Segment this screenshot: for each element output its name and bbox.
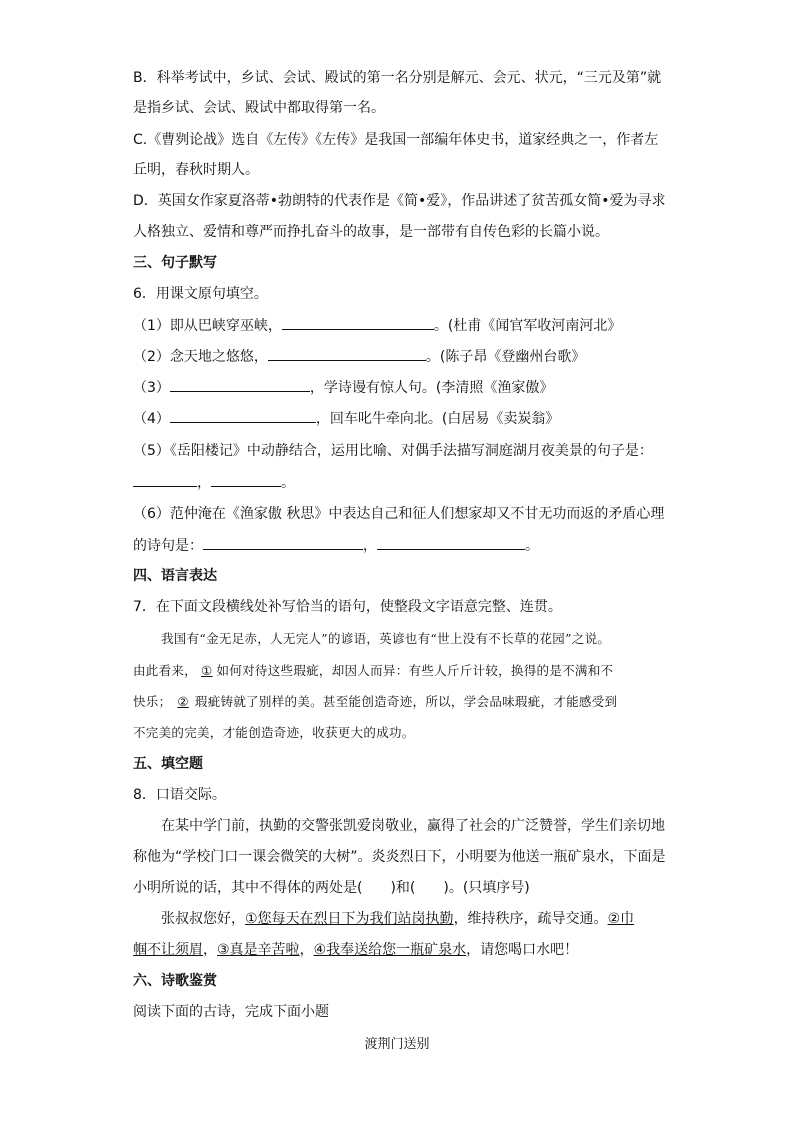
- fill-item-6: （6）范仲淹在《渔家傲 秋思》中表达自己和征人们想家却又不甘无功而返的矛盾心理: [133, 506, 665, 522]
- fill-item-5-answers: [133, 472, 295, 493]
- poem-intro: 阅读下面的古诗，完成下面小题: [133, 1004, 329, 1020]
- speech-part-1: ①您每天在烈日下为我们站岗执勤: [245, 911, 454, 927]
- blank-marker-2[interactable]: ②: [177, 694, 189, 709]
- fill-item-6-separator: ，: [363, 538, 377, 554]
- fill-item-6-prefix: 的诗句是：: [133, 538, 203, 554]
- question-6: 6．用课文原句填空。: [133, 286, 268, 302]
- passage-line-1: 我国有“金无足赤，人无完人”的谚语，英谚也有“世上没有不长草的花园”之说。: [161, 631, 611, 646]
- answer-blank-4[interactable]: [170, 408, 316, 423]
- section-heading-4: 四、语言表达: [133, 568, 217, 584]
- poem-title: 渡荆门送别: [364, 1037, 430, 1052]
- fill-item-5-separator: ，: [197, 475, 211, 491]
- speech-part-4: ④我奉送给您一瓶矿泉水: [313, 942, 467, 958]
- passage-line-3: [133, 692, 617, 712]
- answer-blank-5a[interactable]: [133, 472, 197, 487]
- speech-part-2-start: ②巾: [607, 911, 635, 927]
- option-d-line2: 人格独立、爱情和尊严而挣扎奋斗的故事，是一部带有自传色彩的长篇小说。: [133, 224, 609, 240]
- option-c-line2: 丘明，春秋时期人。: [133, 162, 259, 178]
- option-b-line1: B．科举考试中，乡试、会试、殿试的第一名分别是解元、会元、状元，“三元及第”就: [133, 70, 662, 86]
- section-heading-5: 五、填空题: [133, 756, 203, 772]
- fill-item-4-prefix: （4）: [133, 411, 170, 427]
- speech-part-2-end: 帼不让须眉: [133, 942, 203, 958]
- dialog-paragraph-line-3: 小明所说的话，其中不得体的两处是( )和( )。(只填序号): [133, 880, 530, 896]
- speech-part-3: ③真是辛苦啦: [217, 942, 300, 958]
- passage-line-2: [133, 661, 613, 681]
- speech-line-1: [161, 909, 634, 929]
- fill-item-2-prefix: （2）念天地之悠悠，: [133, 349, 268, 365]
- fill-item-1: [133, 315, 621, 336]
- passage-line-2-suffix: 如何对待这些瑕疵，却因人而异：有些人斤斤计较，换得的是不满和不: [216, 663, 614, 678]
- answer-blank-3[interactable]: [170, 377, 310, 392]
- answer-blank-2[interactable]: [268, 346, 426, 361]
- fill-item-3: [133, 377, 553, 398]
- fill-item-5: （5）《岳阳楼记》中动静结合，运用比喻、对偶手法描写洞庭湖月夜美景的句子是：: [133, 443, 653, 459]
- fill-item-1-prefix: （1）即从巴峡穿巫峡，: [133, 318, 282, 334]
- passage-line-3-prefix: 快乐；: [133, 694, 172, 709]
- option-b-line2: 是指乡试、会试、殿试中都取得第一名。: [133, 100, 385, 116]
- speech-end: ，请您喝口水吧！: [466, 942, 579, 958]
- fill-item-1-suffix: 。(杜甫《闻官军收河南河北》: [433, 318, 622, 334]
- fill-item-6-answers: [133, 535, 539, 556]
- blank-marker-1[interactable]: ①: [201, 663, 213, 678]
- speech-mid-1: ，维持秩序，疏导交通。: [453, 911, 608, 927]
- fill-item-4: [133, 408, 559, 429]
- answer-blank-5b[interactable]: [211, 472, 281, 487]
- passage-line-2-prefix: 由此看来，: [133, 663, 198, 678]
- passage-line-4: 不完美的完美，才能创造奇迹，收获更大的成功。: [133, 725, 415, 740]
- option-c-line1: C.《曹刿论战》选自《左传》《左传》是我国一部编年体史书，道家经典之一，作者左: [133, 132, 659, 148]
- speech-line-2: [133, 940, 578, 960]
- speech-prefix: 张叔叔您好，: [161, 911, 245, 927]
- fill-item-6-end: 。: [525, 538, 539, 554]
- answer-blank-1[interactable]: [282, 315, 434, 330]
- option-d-line1: D．英国女作家夏洛蒂•勃朗特的代表作是《简•爱》，作品讲述了贫苦孤女简•爱为寻求: [133, 193, 666, 209]
- fill-item-5-end: 。: [281, 475, 295, 491]
- speech-sep-1: ，: [203, 942, 217, 958]
- question-8: 8．口语交际。: [133, 787, 226, 803]
- fill-item-3-suffix: ，学诗谩有惊人句。(李清照《渔家傲》: [309, 380, 554, 396]
- fill-item-4-suffix: ，回车叱牛牵向北。(白居易《卖炭翁》: [315, 411, 560, 427]
- fill-item-2: [133, 346, 585, 367]
- fill-item-2-suffix: 。(陈子昂《登幽州台歌》: [425, 349, 586, 365]
- fill-item-3-prefix: （3）: [133, 380, 170, 396]
- speech-sep-2: ，: [299, 942, 314, 958]
- question-7: 7．在下面文段横线处补写恰当的语句，使整段文字语意完整、连贯。: [133, 599, 562, 615]
- dialog-paragraph-line-1: 在某中学门前，执勤的交警张凯爱岗敬业，赢得了社会的广泛赞誉，学生们亲切地: [161, 818, 665, 834]
- answer-blank-6b[interactable]: [377, 535, 525, 550]
- section-heading-6: 六、诗歌鉴赏: [133, 973, 217, 989]
- dialog-paragraph-line-2: 称他为“学校门口一课会微笑的大树”。炎炎烈日下，小明要为他送一瓶矿泉水，下面是: [133, 849, 666, 865]
- passage-line-3-suffix: 瑕疵铸就了别样的美。甚至能创造奇迹，所以，学会品味瑕疵，才能感受到: [194, 694, 618, 709]
- answer-blank-6a[interactable]: [203, 535, 363, 550]
- section-heading-3: 三、句子默写: [133, 255, 217, 271]
